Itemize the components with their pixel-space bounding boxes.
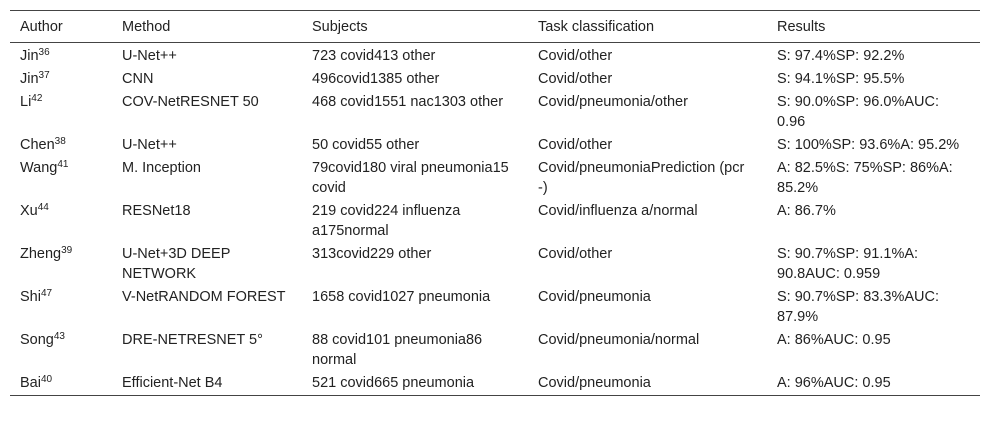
table-row [10, 91, 980, 134]
task-cell: Covid/other [538, 48, 613, 64]
author-name: Jin [20, 48, 39, 64]
table-body [10, 43, 980, 396]
results-cell: A: 86%AUC: 0.95 [777, 332, 891, 348]
author-cell [10, 243, 112, 286]
header-author: Author [20, 19, 63, 35]
method-cell: RESNet18 [122, 203, 191, 219]
subjects-cell: 313covid229 other [312, 246, 432, 262]
reference-number: 43 [53, 331, 65, 342]
author-cell [10, 134, 112, 157]
method-cell: V-NetRANDOM FOREST [122, 289, 286, 305]
table-row [10, 372, 980, 396]
method-cell: U-Net++ [122, 48, 177, 64]
table-row [10, 200, 980, 243]
method-cell: COV-NetRESNET 50 [122, 94, 259, 110]
subjects-cell: 468 covid1551 nac1303 other [312, 94, 504, 110]
method-cell: U-Net+3D DEEP NETWORK [122, 246, 231, 282]
table-row [10, 329, 980, 372]
method-cell: U-Net++ [122, 137, 177, 153]
results-cell: S: 90.0%SP: 96.0%AUC: 0.96 [777, 94, 939, 130]
author-name: Shi [20, 289, 41, 305]
header-task-classification: Task classification [538, 19, 655, 35]
header-row [10, 11, 980, 43]
table-row [10, 286, 980, 329]
header-method: Method [122, 19, 171, 35]
reference-number: 44 [37, 202, 49, 213]
reference-number: 47 [40, 288, 53, 299]
author-name: Song [20, 332, 54, 348]
task-cell: Covid/other [538, 71, 613, 87]
header-subjects: Subjects [312, 19, 368, 35]
author-cell [10, 286, 112, 329]
method-cell: DRE-NETRESNET 5° [122, 332, 263, 348]
table-row [10, 157, 980, 200]
task-cell: Covid/influenza a/normal [538, 203, 698, 219]
author-cell [10, 68, 112, 91]
author-name: Zheng [20, 246, 62, 262]
results-cell: S: 90.7%SP: 83.3%AUC: 87.9% [777, 289, 939, 325]
table-header [10, 11, 980, 43]
method-cell: M. Inception [122, 160, 201, 176]
subjects-cell: 50 covid55 other [312, 137, 420, 153]
author-name: Xu [20, 203, 38, 219]
author-name: Jin [20, 71, 39, 87]
task-cell: Covid/other [538, 137, 613, 153]
author-name: Wang [20, 160, 58, 176]
task-cell: Covid/pneumonia/normal [538, 332, 700, 348]
task-cell: Covid/other [538, 246, 613, 262]
reference-number: 39 [61, 245, 73, 256]
author-cell [10, 43, 112, 69]
author-cell [10, 329, 112, 372]
author-cell [10, 372, 112, 396]
results-cell: A: 96%AUC: 0.95 [777, 375, 891, 391]
task-cell: Covid/pneumonia/other [538, 94, 688, 110]
subjects-cell: 521 covid665 pneumonia [312, 375, 475, 391]
table-row [10, 243, 980, 286]
task-cell: Covid/pneumonia [538, 289, 651, 305]
reference-number: 37 [38, 70, 50, 81]
results-cell: S: 97.4%SP: 92.2% [777, 48, 905, 64]
results-cell: S: 90.7%SP: 91.1%A: 90.8AUC: 0.959 [777, 246, 919, 282]
results-cell: A: 82.5%S: 75%SP: 86%A: 85.2% [777, 160, 953, 196]
reference-number: 36 [38, 47, 50, 58]
results-table [10, 10, 980, 396]
author-cell [10, 91, 112, 134]
subjects-cell: 723 covid413 other [312, 48, 436, 64]
task-cell: Covid/pneumonia [538, 375, 651, 391]
author-cell [10, 157, 112, 200]
subjects-cell: 79covid180 viral pneumonia15 covid [312, 160, 509, 196]
subjects-cell: 1658 covid1027 pneumonia [312, 289, 491, 305]
table-row [10, 68, 980, 91]
subjects-cell: 88 covid101 pneumonia86 normal [312, 332, 483, 368]
task-cell: Covid/pneumoniaPrediction (pcr -) [538, 160, 745, 196]
subjects-cell: 219 covid224 influenza a175normal [312, 203, 461, 239]
method-cell: Efficient-Net B4 [122, 375, 223, 391]
results-table-container [10, 10, 980, 396]
author-name: Li [20, 94, 32, 110]
reference-number: 41 [57, 159, 69, 170]
header-results: Results [777, 19, 826, 35]
results-cell: S: 100%SP: 93.6%A: 95.2% [777, 137, 960, 153]
method-cell: CNN [122, 71, 154, 87]
author-name: Chen [20, 137, 55, 153]
author-name: Bai [20, 375, 41, 391]
reference-number: 38 [54, 136, 66, 147]
table-row [10, 43, 980, 69]
reference-number: 40 [40, 374, 53, 385]
results-cell: S: 94.1%SP: 95.5% [777, 71, 905, 87]
reference-number: 42 [31, 93, 43, 104]
results-cell: A: 86.7% [777, 203, 836, 219]
author-cell [10, 200, 112, 243]
subjects-cell: 496covid1385 other [312, 71, 440, 87]
table-row [10, 134, 980, 157]
